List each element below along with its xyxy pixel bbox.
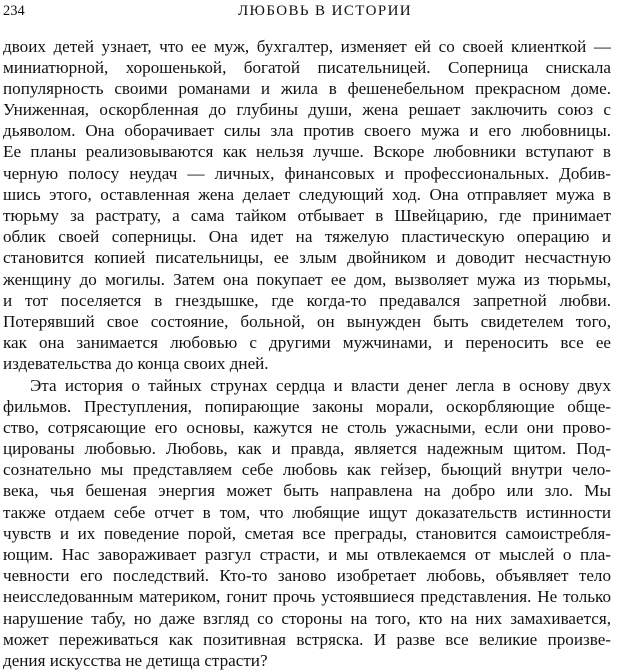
- text-line: Потерявший свое состояние, больной, он вынужден быть свидетелем того,: [3, 311, 611, 332]
- text-line: может переживаться как позитивная встряска. И разве все великие произве-: [3, 629, 611, 650]
- text-line: также отдаем себе отчет в том, что любящие ищут доказательств истинности: [3, 502, 611, 523]
- paragraph-last-line: издевательства до конца своих дней.: [3, 353, 611, 374]
- page-header: [0, 0, 620, 24]
- text-line: фильмов. Преступления, попирающие законы морали, оскорбляющие обще-: [3, 396, 611, 417]
- text-line: ство, сотрясающие его основы, кажутся не столь ужасными, если они прово-: [3, 417, 611, 438]
- text-line: неисследованным материком, гонит прочь устоявшиеся представления. Не только: [3, 586, 611, 607]
- text-line: сознательно мы представляем себе любовь как гейзер, бьющий внутри чело-: [3, 459, 611, 480]
- page-number: 234: [3, 3, 25, 19]
- text-line: дьяволом. Она оборачивает силы зла против своего мужа и его любовницы.: [3, 120, 611, 141]
- text-line: цированы любовью. Любовь, как и правда, является надежным щитом. Под-: [3, 438, 611, 459]
- running-title: ЛЮБОВЬ В ИСТОРИИ: [0, 3, 620, 19]
- text-line: черную полосу неудач — личных, финансовых и профессиональных. Добив-: [3, 163, 611, 184]
- text-line: тюрьму за растрату, а сама тайком отбывает в Швейцарию, где принимает: [3, 205, 611, 226]
- text-line: века, чья бешеная энергия может быть направлена на добро или зло. Мы: [3, 480, 611, 501]
- text-line: Ее планы реализовываются как нельзя лучше. Вскоре любовники вступают в: [3, 141, 611, 162]
- text-line: чевности его последствий. Кто-то заново изобретает любовь, объявляет тело: [3, 565, 611, 586]
- text-line: Униженная, оскорбленная до глубины души, жена решает заключить союз с: [3, 99, 611, 120]
- text-line: ющим. Нас завораживает разгул страсти, и мы отвлекаемся от мыслей о пла-: [3, 544, 611, 565]
- text-line: чувств и их поведение порой, сметая все преграды, становится самоистребля-: [3, 523, 611, 544]
- text-line: облик своей соперницы. Она идет на тяжелую пластическую операцию и: [3, 226, 611, 247]
- text-line: становится копией писательницы, ее злым двойником и доводит несчастную: [3, 247, 611, 268]
- text-line: миниатюрной, хорошенькой, богатой писательницей. Соперница снискала: [3, 57, 611, 78]
- text-line: шись этого, оставленная жена делает следующий ход. Она отправляет мужа в: [3, 184, 611, 205]
- text-line: двоих детей узнает, что ее муж, бухгалтер, изменяет ей со своей клиенткой —: [3, 36, 611, 57]
- text-line: популярность своими романами и жила в фешенебельном прекрасном доме.: [3, 78, 611, 99]
- page-body: [3, 36, 611, 671]
- text-line: женщину до могилы. Затем она покупает ее дом, вызволяет мужа из тюрьмы,: [3, 269, 611, 290]
- text-line: как она занимается любовью с другими мужчинами, и переносить все ее: [3, 332, 611, 353]
- text-line: нарушение табу, но даже взгляд со стороны на того, кто на них замахивается,: [3, 608, 611, 629]
- text-line: и тот поселяется в гнездышке, где когда-то предавался запретной любви.: [3, 290, 611, 311]
- paragraph-last-line: дения искусства не детища страсти?: [3, 650, 611, 671]
- paragraph-first-line: Эта история о тайных струнах сердца и власти денег легла в основу двух: [3, 375, 611, 396]
